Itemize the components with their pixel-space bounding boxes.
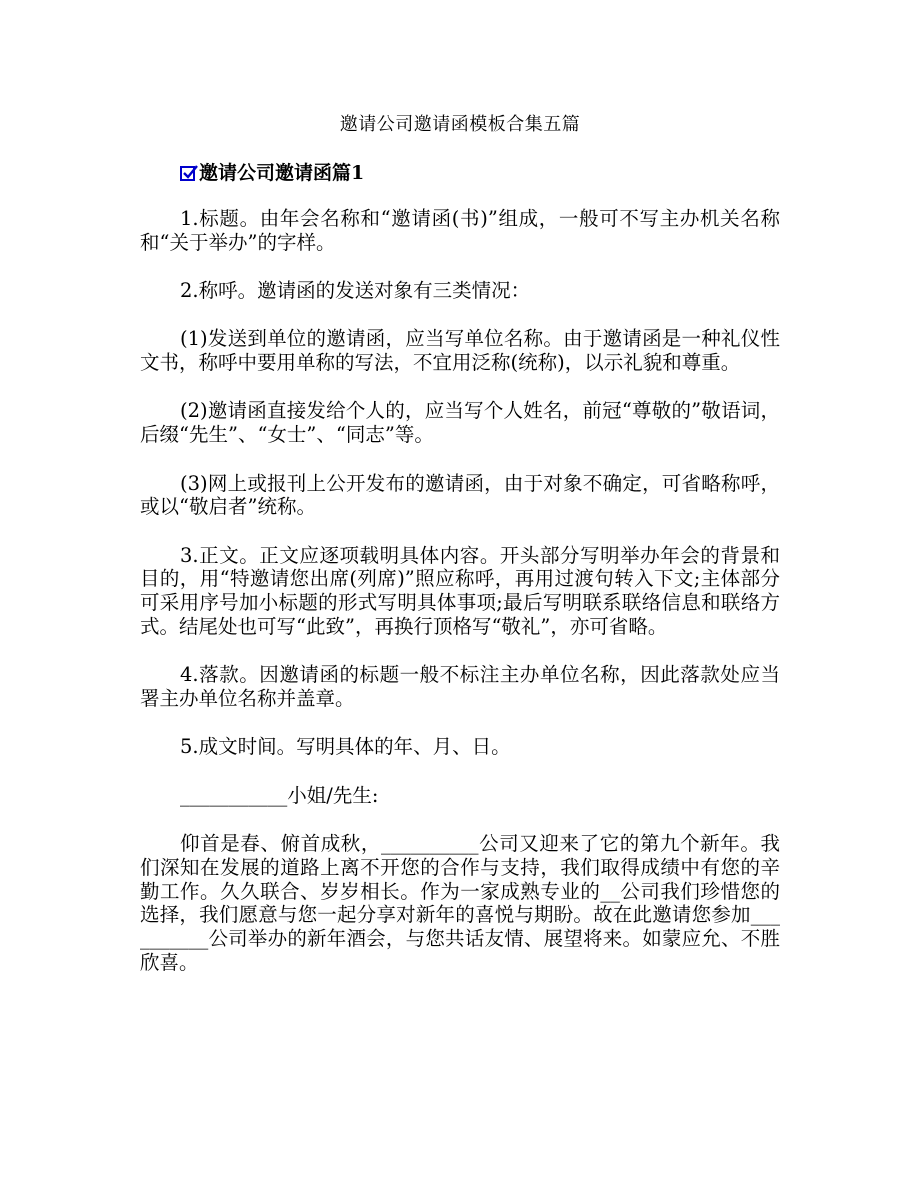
- letter-body: 仰首是春、俯首成秋，__________公司又迎来了它的第九个新年。我们深知在发展的道路上离不开您的合作与支持，我们取得成绩中有您的辛勤工作。久久联合、岁岁相长。作为一家成熟专业的__公司我们珍惜您的选择，我们愿意与您一起分享对新年的喜悦与期盼。故在此邀请您参加__________公司举办的新年酒会，与您共话友情、展望将来。如蒙应允、不胜欣喜。: [140, 832, 780, 975]
- paragraph-date-rule: 5.成文时间。写明具体的年、月、日。: [180, 735, 511, 759]
- paragraph-salutation-individual: (2)邀请函直接发给个人的，应当写个人姓名，前冠“尊敬的”敬语词，后缀“先生”、“女士”、“同志”等。: [140, 399, 780, 447]
- paragraph-body-rule: 3.正文。正文应逐项载明具体内容。开头部分写明举办年会的背景和目的，用“特邀请您出席(列席)”照应称呼，再用过渡句转入下文;主体部分可采用序号加小标题的形式写明具体事项;最后写明联系联络信息和联络方式。结尾处也可写“此致”，再换行顶格写“敬礼”，亦可省略。: [140, 543, 780, 639]
- paragraph-salutation-rule: 2.称呼。邀请函的发送对象有三类情况：: [180, 279, 531, 303]
- paragraph-salutation-public: (3)网上或报刊上公开发布的邀请函，由于对象不确定，可省略称呼，或以“敬启者”统称。: [140, 471, 780, 519]
- section-heading: [180, 161, 364, 185]
- paragraph-title-rule: 1.标题。由年会名称和“邀请函(书)”组成，一般可不写主办机关名称和“关于举办”的字样。: [140, 207, 780, 254]
- document-body: [140, 207, 780, 999]
- checkbox-checked-icon: [180, 166, 195, 181]
- document-title: 邀请公司邀请函模板合集五篇: [339, 114, 581, 135]
- letter-salutation: ___________小姐/先生:: [180, 783, 379, 807]
- section-heading-text: 邀请公司邀请函篇1: [199, 162, 365, 184]
- paragraph-signature-rule: 4.落款。因邀请函的标题一般不标注主办单位名称，因此落款处应当署主办单位名称并盖章。: [140, 663, 780, 711]
- paragraph-salutation-unit: (1)发送到单位的邀请函，应当写单位名称。由于邀请函是一种礼仪性文书，称呼中要用单称的写法，不宜用泛称(统称)，以示礼貌和尊重。: [140, 327, 780, 375]
